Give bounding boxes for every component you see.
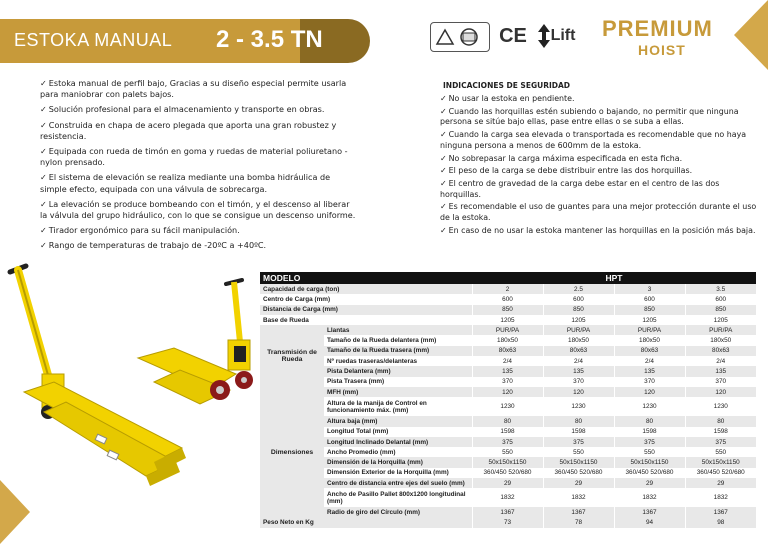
table-header-row	[260, 272, 756, 284]
row-label: Dimensión Exterior de la Horquilla (mm)	[324, 468, 472, 478]
cell: 3.5	[685, 284, 756, 294]
feature-item: ✓ El sistema de elevación se realiza mediante una bomba hidráulica de simple efecto, equipada con una válvula de sobrecarga.	[40, 172, 358, 194]
cell: 1598	[472, 427, 543, 437]
safety-item: ✓ Cuando la carga sea elevada o transportada es recomendable que no haya ninguna persona a menos de 600mm de la estoka.	[440, 130, 758, 151]
row-label: Longitud Inclinado Delantal (mm)	[324, 437, 472, 447]
cell: 94	[614, 518, 685, 528]
row-label: Nº ruedas traseras/delanteras	[324, 356, 472, 366]
row-label: Tamaño de la Rueda trasera (mm)	[324, 346, 472, 356]
cell: 1367	[685, 507, 756, 517]
cell: 370	[543, 377, 614, 387]
safety-item: ✓ El peso de la carga se debe distribuir entre las dos horquillas.	[440, 166, 758, 177]
cell: 1832	[472, 488, 543, 507]
row-label: Ancho Promedio (mm)	[324, 447, 472, 457]
cell: 550	[543, 447, 614, 457]
safety-item: ✓ Cuando las horquillas estén subiendo o bajando, no permitir que ninguna persona se sitúe bajo ellas, pase entre ellas o se suba a ellas.	[440, 107, 758, 128]
cell: 3	[614, 284, 685, 294]
cell: 370	[614, 377, 685, 387]
cell: 1230	[543, 397, 614, 416]
cell: 2/4	[472, 356, 543, 366]
cell: 1832	[614, 488, 685, 507]
specifications-table	[260, 272, 756, 528]
table-row	[260, 427, 756, 437]
safety-item: ✓ No sobrepasar la carga máxima especificada en esta ficha.	[440, 154, 758, 165]
table-row	[260, 325, 756, 335]
cell: 80	[685, 416, 756, 426]
cell: PUR/PA	[543, 325, 614, 335]
table-row	[260, 335, 756, 345]
row-label: Distancia de Carga (mm)	[260, 305, 472, 315]
cell: 1205	[543, 315, 614, 325]
table-row	[260, 356, 756, 366]
cell: 1230	[614, 397, 685, 416]
cell: 80	[472, 416, 543, 426]
cell: 120	[543, 387, 614, 397]
cell: 1367	[543, 507, 614, 517]
cell: 29	[543, 478, 614, 488]
cell: 120	[685, 387, 756, 397]
cell: 550	[614, 447, 685, 457]
gs-mark-icon	[433, 26, 487, 48]
cell: PUR/PA	[614, 325, 685, 335]
safety-item: ✓ En caso de no usar la estoka mantener las horquillas en la posición más baja.	[440, 226, 758, 237]
cell: 80x63	[472, 346, 543, 356]
cell: 600	[472, 294, 543, 304]
row-label: Peso Neto en Kg	[260, 518, 472, 528]
brand-logo-top: PREMIUM	[602, 16, 713, 41]
safety-item: ✓ No usar la estoka en pendiente.	[440, 94, 758, 105]
cell: 360/450 520/680	[614, 468, 685, 478]
safety-title: INDICACIONES DE SEGURIDAD	[443, 81, 571, 90]
cell: 80x63	[685, 346, 756, 356]
up-down-arrow-icon	[537, 24, 551, 48]
row-label: Radio de giro del Círculo (mm)	[324, 507, 472, 517]
group-label: Transmisión de Rueda	[260, 325, 324, 387]
row-label: Pista Trasera (mm)	[324, 377, 472, 387]
table-row	[260, 387, 756, 397]
model-range: 2 - 3.5 TN	[216, 26, 323, 53]
cell: 29	[614, 478, 685, 488]
row-label: Llantas	[324, 325, 472, 335]
table-row	[260, 457, 756, 467]
small-pallet-jack-illustration	[138, 280, 253, 404]
cell: 180x50	[614, 335, 685, 345]
feature-item: ✓ Estoka manual de perfil bajo, Gracias a su diseño especial permite usarla para maniobrar con palets bajos.	[40, 78, 358, 100]
model-column-header: MODELO	[260, 272, 472, 284]
cell: 73	[472, 518, 543, 528]
cell: 135	[472, 366, 543, 376]
cell: 120	[472, 387, 543, 397]
feature-item: ✓ La elevación se produce bombeando con el timón, y el descenso al liberar la válvula del grupo hidráulico, con lo que se consigue un descenso uniforme.	[40, 199, 358, 221]
feature-item: ✓ Solución profesional para el almacenamiento y transporte en obras.	[40, 104, 358, 115]
table-row	[260, 478, 756, 488]
cell: 375	[685, 437, 756, 447]
cell: 180x50	[472, 335, 543, 345]
cell: 600	[614, 294, 685, 304]
cell: 1832	[543, 488, 614, 507]
cell: 1205	[685, 315, 756, 325]
cell: 50x150x1150	[685, 457, 756, 467]
gs-certification-icon	[430, 22, 490, 52]
cell: 600	[543, 294, 614, 304]
table-row	[260, 468, 756, 478]
page-title: ESTOKA MANUAL	[14, 30, 173, 50]
table-row	[260, 488, 756, 507]
feature-item: ✓ Rango de temperaturas de trabajo de -20ºC a +40ºC.	[40, 240, 358, 251]
table-row	[260, 346, 756, 356]
table-row	[260, 377, 756, 387]
cell: 1598	[614, 427, 685, 437]
cell: 375	[614, 437, 685, 447]
row-label: Longitud Total (mm)	[324, 427, 472, 437]
cell: 370	[472, 377, 543, 387]
safety-item: ✓ Es recomendable el uso de guantes para una mejor protección durante el uso de la estoka.	[440, 202, 758, 223]
cell: 2/4	[614, 356, 685, 366]
cell: 80	[543, 416, 614, 426]
row-label: Centro de distancia entre ejes del suelo (mm)	[324, 478, 472, 488]
table-row	[260, 294, 756, 304]
features-list	[40, 78, 358, 256]
row-label: Base de Rueda	[260, 315, 472, 325]
row-label: Centro de Carga (mm)	[260, 294, 472, 304]
table-row	[260, 315, 756, 325]
cell: 2.5	[543, 284, 614, 294]
cell: PUR/PA	[472, 325, 543, 335]
cell: 80x63	[543, 346, 614, 356]
cell: 850	[543, 305, 614, 315]
cell: 135	[614, 366, 685, 376]
cell: 180x50	[685, 335, 756, 345]
cell: 375	[472, 437, 543, 447]
row-label: Altura de la manija de Control en funcionamiento máx. (mm)	[324, 397, 472, 416]
table-row	[260, 366, 756, 376]
large-pallet-jack-illustration	[10, 266, 186, 486]
row-label: Ancho de Pasillo Pallet 800x1200 longitudinal (mm)	[324, 488, 472, 507]
cell: 2/4	[685, 356, 756, 366]
corner-decoration-top-right	[734, 0, 768, 70]
cell: 50x150x1150	[472, 457, 543, 467]
table-row	[260, 416, 756, 426]
cell: 600	[685, 294, 756, 304]
table-row	[260, 305, 756, 315]
cell: 1230	[472, 397, 543, 416]
safe-lift-icon	[534, 22, 578, 50]
cell: 180x50	[543, 335, 614, 345]
row-label: Tamaño de la Rueda delantera (mm)	[324, 335, 472, 345]
table-row	[260, 397, 756, 416]
series-header: HPT	[472, 272, 756, 284]
cell: 370	[685, 377, 756, 387]
table-row	[260, 518, 756, 528]
ce-label: CE	[499, 24, 527, 47]
cell: 1598	[685, 427, 756, 437]
safety-item: ✓ El centro de gravedad de la carga debe estar en el centro de las dos horquillas.	[440, 179, 758, 200]
cell: 850	[614, 305, 685, 315]
pallet-jack-image	[4, 262, 256, 494]
cell: 850	[685, 305, 756, 315]
row-label: Altura baja (mm)	[324, 416, 472, 426]
cell: 50x150x1150	[614, 457, 685, 467]
brand-logo-bottom: HOIST	[638, 42, 686, 58]
cell: 550	[685, 447, 756, 457]
cell: 1205	[614, 315, 685, 325]
cell: 135	[543, 366, 614, 376]
row-label: Capacidad de carga (ton)	[260, 284, 472, 294]
cell: 1367	[614, 507, 685, 517]
lift-label: Lift	[550, 27, 576, 44]
feature-item: ✓ Tirador ergonómico para su fácil manipulación.	[40, 225, 358, 236]
cell: PUR/PA	[685, 325, 756, 335]
feature-item: ✓ Equipada con rueda de timón en goma y ruedas de material poliuretano - nylon prensado.	[40, 146, 358, 168]
cell: 29	[472, 478, 543, 488]
cell: 50x150x1150	[543, 457, 614, 467]
cell: 2/4	[543, 356, 614, 366]
cell: 375	[543, 437, 614, 447]
cell: 120	[614, 387, 685, 397]
cell: 850	[472, 305, 543, 315]
table-row	[260, 447, 756, 457]
cell: 1598	[543, 427, 614, 437]
safety-list	[440, 94, 758, 239]
cell: 29	[685, 478, 756, 488]
table-row	[260, 284, 756, 294]
cell: 98	[685, 518, 756, 528]
feature-item: ✓ Construida en chapa de acero plegada que aporta una gran robustez y resistencia.	[40, 120, 358, 142]
group-label: Dimensiones	[260, 387, 324, 518]
table-row	[260, 507, 756, 517]
cell: 1230	[685, 397, 756, 416]
cell: 360/450 520/680	[472, 468, 543, 478]
row-label: Pista Delantera (mm)	[324, 366, 472, 376]
cell: 135	[685, 366, 756, 376]
cell: 550	[472, 447, 543, 457]
cell: 1205	[472, 315, 543, 325]
table-row	[260, 437, 756, 447]
row-label: Dimensión de la Horquilla (mm)	[324, 457, 472, 467]
cell: 2	[472, 284, 543, 294]
ce-certification-icon	[500, 22, 526, 50]
cell: 360/450 520/680	[685, 468, 756, 478]
cell: 80	[614, 416, 685, 426]
cell: 1367	[472, 507, 543, 517]
cell: 78	[543, 518, 614, 528]
cell: 1832	[685, 488, 756, 507]
cell: 360/450 520/680	[543, 468, 614, 478]
cell: 80x63	[614, 346, 685, 356]
row-label: MFH (mm)	[324, 387, 472, 397]
